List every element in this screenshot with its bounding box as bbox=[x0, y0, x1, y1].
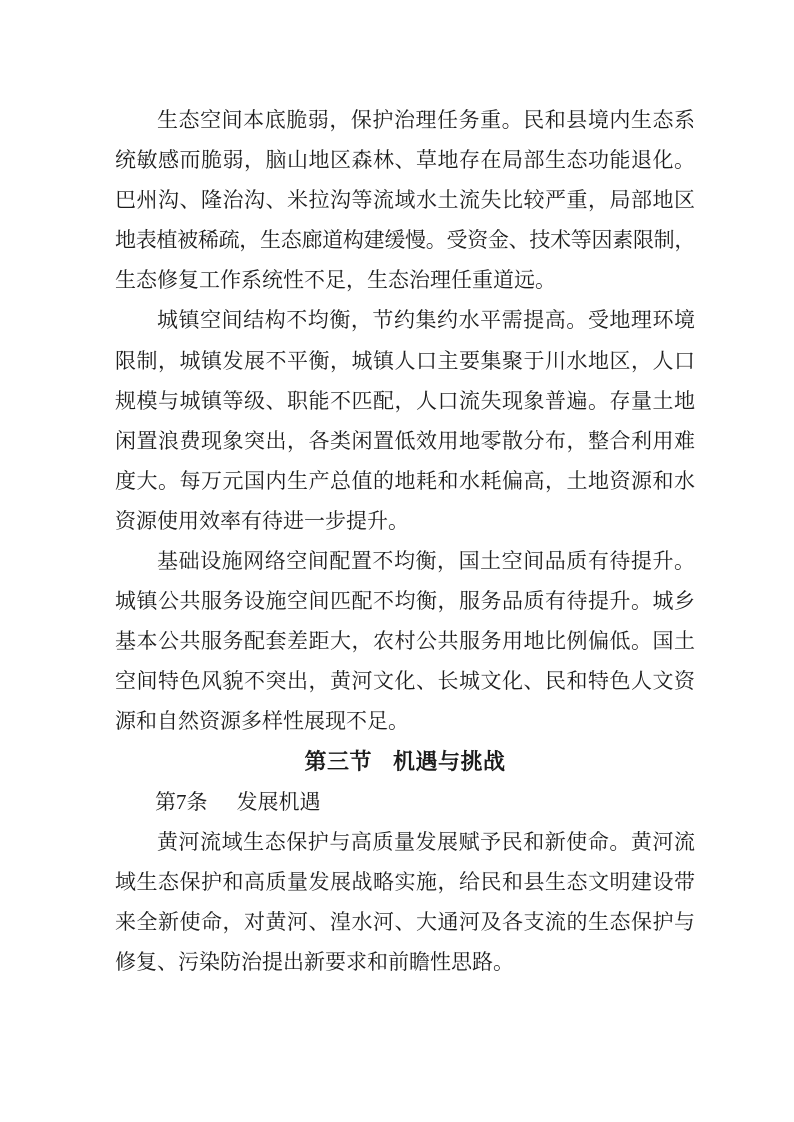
text-line: 地表植被稀疏，生态廊道构建缓慢。受资金、技术等因素限制， bbox=[115, 228, 695, 253]
article-title: 发展机遇 bbox=[236, 789, 321, 814]
text-line: 闲置浪费现象突出，各类闲置低效用地零散分布，整合利用难 bbox=[115, 428, 695, 453]
section-title: 机遇与挑战 bbox=[393, 748, 506, 774]
paragraph-urban-structure bbox=[115, 300, 695, 541]
text-line: 基本公共服务配套差距大，农村公共服务用地比例偏低。国土 bbox=[115, 629, 695, 654]
text-line: 度大。每万元国内生产总值的地耗和水耗偏高，土地资源和水 bbox=[115, 468, 695, 493]
text-line: 源和自然资源多样性展现不足。 bbox=[115, 709, 409, 734]
text-line: 规模与城镇等级、职能不匹配，人口流失现象普遍。存量土地 bbox=[115, 388, 695, 413]
text-line: 域生态保护和高质量发展战略实施，给民和县生态文明建设带 bbox=[115, 869, 695, 894]
article-heading bbox=[115, 782, 695, 822]
section-heading bbox=[115, 742, 695, 782]
paragraph-yellow-river-opportunity bbox=[115, 822, 695, 982]
text-line: 基础设施网络空间配置不均衡，国土空间品质有待提升。 bbox=[157, 549, 695, 574]
section-number: 第三节 bbox=[304, 748, 372, 774]
page-content bbox=[115, 100, 695, 982]
text-line: 城镇空间结构不均衡，节约集约水平需提高。受地理环境 bbox=[157, 308, 695, 333]
text-line: 巴州沟、隆治沟、米拉沟等流域水土流失比较严重，局部地区 bbox=[115, 188, 695, 213]
paragraph-infrastructure bbox=[115, 541, 695, 741]
article-label: 第7条 bbox=[155, 789, 208, 814]
text-line: 统敏感而脆弱，脑山地区森林、草地存在局部生态功能退化。 bbox=[115, 148, 695, 173]
text-line: 限制，城镇发展不平衡，城镇人口主要集聚于川水地区，人口 bbox=[115, 348, 695, 373]
text-line: 空间特色风貌不突出，黄河文化、长城文化、民和特色人文资 bbox=[115, 669, 695, 694]
text-line: 黄河流域生态保护与高质量发展赋予民和新使命。黄河流 bbox=[157, 829, 695, 854]
text-line: 生态空间本底脆弱，保护治理任务重。民和县境内生态系 bbox=[157, 108, 695, 132]
text-line: 来全新使命，对黄河、湟水河、大通河及各支流的生态保护与 bbox=[115, 909, 695, 934]
text-line: 生态修复工作系统性不足，生态治理任重道远。 bbox=[115, 268, 556, 293]
text-line: 城镇公共服务设施空间匹配不均衡，服务品质有待提升。城乡 bbox=[115, 589, 695, 614]
text-line: 修复、污染防治提出新要求和前瞻性思路。 bbox=[115, 949, 514, 974]
text-line: 资源使用效率有待进一步提升。 bbox=[115, 508, 409, 533]
paragraph-ecology-weakness bbox=[115, 100, 695, 300]
